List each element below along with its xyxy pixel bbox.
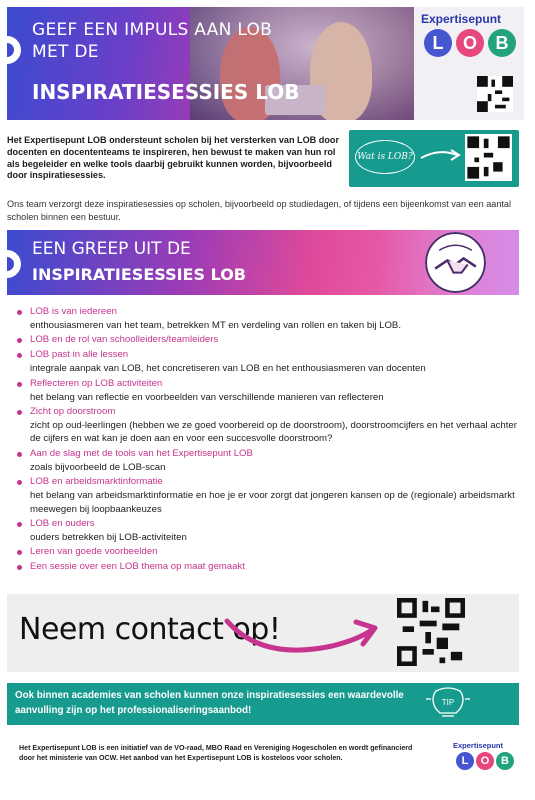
topic-title: Een sessie over een LOB thema op maat gemaakt — [30, 561, 245, 573]
lightbulb-icon — [422, 687, 474, 721]
contact-box — [7, 594, 519, 672]
footer-logo-letter-l: L — [456, 752, 474, 770]
topic-title: Zicht op doorstroom — [30, 406, 116, 418]
hero-tab-circle — [7, 36, 21, 64]
topic-title: LOB is van iedereen — [30, 306, 117, 317]
topic-list — [15, 306, 525, 576]
topic-title: Reflecteren op LOB activiteiten — [30, 377, 163, 389]
footer-logo-letter-o: O — [476, 752, 494, 770]
section-title-line1: EEN GREEP UIT DE — [32, 239, 191, 259]
contact-heading: Neem contact op! — [19, 612, 281, 647]
topic-title: LOB en arbeidsmarktinformatie — [30, 476, 163, 488]
footer-text: Het Expertisepunt LOB is een initiatief van de VO-raad, MBO Raad en Vereniging Hogescholen en wordt gefinancierd door het ministerie van OCW. Het aanbod van het Expertisepunt LOB is kosteloos voor scholen. — [19, 744, 413, 763]
logo-letter-b: B — [488, 29, 516, 57]
handshake-icon — [425, 232, 486, 293]
speech-bubble-label: Wat is LOB? — [355, 140, 415, 174]
hero-title-line1: GEEF EEN IMPULS AAN LOB — [32, 20, 273, 40]
intro-body-text: Ons team verzorgt deze inspiratiesessies op scholen, bijvoorbeeld op studiedagen, of tijdens een bijeenkomst van een aantal scholen binnen een bestuur. — [7, 199, 512, 223]
tip-badge-label: TIP — [441, 698, 455, 707]
list-item — [15, 306, 525, 332]
footer-logo-letters — [456, 752, 514, 770]
qr-code-icon[interactable] — [465, 134, 512, 181]
logo-name: Expertisepunt — [421, 12, 502, 26]
topic-description: enthousiasmeren van het team, betrekken MT en verdeling van rollen en taken bij LOB. — [30, 319, 401, 331]
footer-logo-letter-b: B — [496, 752, 514, 770]
topic-description: zoals bijvoorbeeld de LOB-scan — [30, 461, 166, 473]
list-item — [15, 561, 525, 574]
logo-box — [414, 7, 524, 120]
list-item — [15, 378, 525, 404]
qr-code-icon[interactable] — [397, 598, 465, 666]
tip-bar — [7, 683, 519, 725]
list-item — [15, 349, 525, 375]
topic-description: het belang van arbeidsmarktinformatie en hoe je er voor zorgt dat jongeren kansen op de (regionale) arbeidsmarkt meewegen bij loopbaankeuzes — [30, 490, 515, 515]
hero-title-line3: INSPIRATIESESSIES LOB — [32, 80, 300, 104]
intro-bold-text: Het Expertisepunt LOB ondersteunt scholen bij het versterken van LOB door docenten en docententeams te inspireren, hen bewust te maken van hun rol als begeleider en welke tools daarbij gebruikt kunnen worden, bijvoorbeeld door inspiratiesessies. — [7, 135, 339, 181]
hero-title-line2: MET DE — [32, 42, 99, 62]
topic-title: Aan de slag met de tools van het Expertisepunt LOB — [30, 447, 253, 459]
logo-letter-l: L — [424, 29, 452, 57]
hero-banner — [7, 7, 415, 120]
list-item — [15, 518, 525, 544]
footer-logo-name: Expertisepunt — [453, 741, 504, 750]
list-item — [15, 476, 525, 516]
topic-title: LOB past in alle lessen — [30, 349, 129, 361]
topic-description: zicht op oud-leerlingen (hebben we ze goed voorbereid op de doorstroom), doorstroomcijfers en het verhaal achter de cijfers en wat kan je doen aan en voor een succesvolle doorstroom? — [30, 419, 517, 445]
topic-description: ouders betrekken bij LOB-activiteiten — [30, 531, 187, 543]
topic-description: integrale aanpak van LOB, het concretiseren van LOB en het enthousiasmeren van docenten — [30, 363, 426, 375]
qr-code-icon[interactable] — [477, 76, 513, 112]
logo-letter-o: O — [456, 29, 484, 57]
list-item — [15, 546, 525, 559]
topic-title: LOB en de rol van schoolleiders/teamleiders — [30, 334, 219, 346]
section-banner — [7, 230, 519, 295]
topic-title: Leren van goede voorbeelden — [30, 546, 158, 558]
swoosh-arrow-icon — [222, 606, 387, 666]
tip-text: Ook binnen academies van scholen kunnen onze inspiratiesessies een waardevolle aanvulling zijn op het professionaliseringsaanbod! — [15, 690, 404, 716]
section-tab-circle — [7, 250, 21, 278]
list-item — [15, 334, 525, 347]
logo-letters — [424, 29, 516, 57]
section-title-line2: INSPIRATIESESSIES LOB — [32, 265, 246, 284]
arrow-right-icon — [419, 144, 464, 166]
list-item — [15, 406, 525, 446]
topic-title: LOB en ouders — [30, 517, 95, 529]
wat-is-lob-card[interactable] — [349, 130, 519, 187]
list-item — [15, 448, 525, 474]
topic-description: het belang van reflectie en voorbeelden van verschillende manieren van reflecteren — [30, 391, 384, 403]
